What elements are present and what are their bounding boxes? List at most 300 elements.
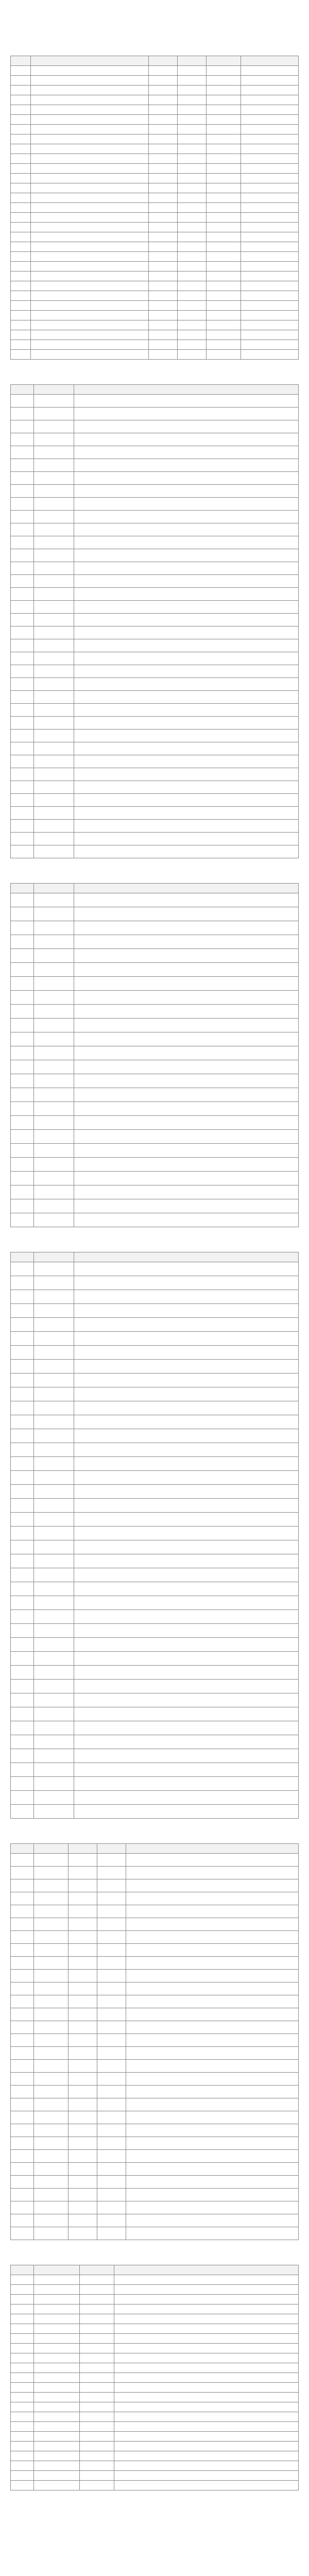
table-cell xyxy=(74,1060,298,1074)
table-row xyxy=(11,1185,299,1199)
table-cell xyxy=(33,2451,79,2461)
table-cell xyxy=(11,1652,34,1666)
table-cell xyxy=(74,1276,298,1290)
table-cell xyxy=(33,1130,74,1144)
table-row xyxy=(11,134,299,144)
table-cell xyxy=(31,320,149,330)
table-cell xyxy=(33,1304,74,1318)
table-cell xyxy=(149,134,178,144)
table-cell xyxy=(11,2124,34,2137)
table-cell xyxy=(178,95,207,105)
table-cell xyxy=(11,433,34,446)
table-cell xyxy=(11,601,34,614)
table-cell xyxy=(33,935,74,949)
table-cell xyxy=(11,717,34,730)
table-row xyxy=(11,76,299,86)
table-cell xyxy=(241,242,299,252)
table-cell xyxy=(33,845,74,858)
table-cell xyxy=(80,2422,114,2432)
table-row xyxy=(11,963,299,977)
table-cell xyxy=(126,1854,298,1867)
table-cell xyxy=(207,95,241,105)
table-cell xyxy=(33,730,74,742)
table-row xyxy=(11,1102,299,1116)
table-cell xyxy=(11,1707,34,1721)
table-cell xyxy=(178,183,207,193)
column-header xyxy=(11,385,34,395)
table-cell xyxy=(126,1970,298,1982)
table-row xyxy=(11,1596,299,1610)
table-cell xyxy=(207,262,241,272)
table-cell xyxy=(114,2295,299,2304)
table-cell xyxy=(207,105,241,115)
table-cell xyxy=(11,1485,34,1499)
table-cell xyxy=(126,2137,298,2150)
table-cell xyxy=(126,2214,298,2227)
table-row xyxy=(11,2176,299,2189)
table-cell xyxy=(33,949,74,963)
table-cell xyxy=(74,1199,298,1213)
table-row xyxy=(11,252,299,262)
table-cell xyxy=(97,2189,126,2201)
table-cell xyxy=(74,1638,298,1652)
table-row xyxy=(11,86,299,95)
table-cell xyxy=(11,1457,34,1471)
table-row xyxy=(11,1276,299,1290)
table-row xyxy=(11,2021,299,2034)
table-row xyxy=(11,498,299,511)
table-row xyxy=(11,1005,299,1019)
table-cell xyxy=(33,2227,68,2240)
column-header xyxy=(68,1844,97,1854)
table-row xyxy=(11,755,299,768)
table-cell xyxy=(11,1554,34,1568)
table-cell xyxy=(207,66,241,76)
table-cell xyxy=(31,105,149,115)
table-cell xyxy=(74,1290,298,1304)
table-cell xyxy=(114,2422,299,2432)
table-cell xyxy=(33,1995,68,2008)
table-cell xyxy=(11,781,34,794)
table-cell xyxy=(74,755,298,768)
table-row xyxy=(11,213,299,223)
table-row xyxy=(11,2422,299,2432)
table-cell xyxy=(80,2451,114,2461)
table-cell xyxy=(11,807,34,820)
table-row xyxy=(11,1374,299,1387)
table-cell xyxy=(97,1879,126,1892)
table-row xyxy=(11,1213,299,1227)
table-cell xyxy=(11,935,34,949)
table-row xyxy=(11,272,299,281)
table-cell xyxy=(74,1721,298,1735)
table-cell xyxy=(207,272,241,281)
table-cell xyxy=(11,1527,34,1540)
table-cell xyxy=(11,134,31,144)
table-row xyxy=(11,2214,299,2227)
table-cell xyxy=(33,523,74,536)
table-cell xyxy=(149,105,178,115)
table-row xyxy=(11,833,299,845)
table-row xyxy=(11,893,299,907)
table-cell xyxy=(33,2353,79,2363)
table-cell xyxy=(97,2098,126,2111)
table-cell xyxy=(11,272,31,281)
table-cell xyxy=(207,193,241,203)
table-cell xyxy=(80,2373,114,2383)
table-cell xyxy=(178,330,207,340)
table-cell xyxy=(33,2060,68,2073)
table-cell xyxy=(33,2461,79,2471)
table-cell xyxy=(126,1867,298,1879)
table-cell xyxy=(33,1088,74,1102)
table-cell xyxy=(80,2353,114,2363)
table-row xyxy=(11,2412,299,2422)
table-cell xyxy=(80,2275,114,2285)
table-cell xyxy=(33,1763,74,1777)
table-cell xyxy=(74,1457,298,1471)
section-4 xyxy=(10,1241,299,1819)
table-cell xyxy=(33,2124,68,2137)
table-cell xyxy=(11,223,31,232)
table-cell xyxy=(207,223,241,232)
table-cell xyxy=(126,1931,298,1944)
table-cell xyxy=(33,1443,74,1457)
table-cell xyxy=(68,2086,97,2098)
table-cell xyxy=(178,232,207,242)
table-cell xyxy=(80,2314,114,2324)
table-cell xyxy=(33,2086,68,2098)
table-cell xyxy=(80,2412,114,2422)
table-row xyxy=(11,262,299,272)
table-cell xyxy=(11,125,31,134)
table-cell xyxy=(178,66,207,76)
table-cell xyxy=(11,614,34,626)
table-cell xyxy=(11,2304,34,2314)
table-cell xyxy=(97,1982,126,1995)
table-cell xyxy=(241,164,299,174)
table-cell xyxy=(68,1931,97,1944)
table-header-row xyxy=(11,385,299,395)
table-row xyxy=(11,1199,299,1213)
table-row xyxy=(11,588,299,601)
table-cell xyxy=(11,1624,34,1638)
data-table xyxy=(10,883,299,1227)
table-cell xyxy=(68,2111,97,2124)
table-cell xyxy=(149,164,178,174)
table-cell xyxy=(241,203,299,213)
table-row xyxy=(11,1144,299,1158)
table-cell xyxy=(11,2481,34,2490)
table-cell xyxy=(97,2227,126,2240)
table-cell xyxy=(97,1867,126,1879)
table-cell xyxy=(74,575,298,588)
table-header-row xyxy=(11,56,299,66)
table-row xyxy=(11,1074,299,1088)
table-cell xyxy=(33,1102,74,1116)
table-cell xyxy=(74,1568,298,1582)
table-row xyxy=(11,717,299,730)
table-row xyxy=(11,511,299,523)
table-cell xyxy=(149,272,178,281)
table-row xyxy=(11,2383,299,2393)
table-row xyxy=(11,1931,299,1944)
table-cell xyxy=(68,1957,97,1970)
table-row xyxy=(11,1638,299,1652)
table-cell xyxy=(74,1360,298,1374)
table-cell xyxy=(74,1763,298,1777)
table-cell xyxy=(114,2304,299,2314)
table-row xyxy=(11,2189,299,2201)
column-header xyxy=(33,2265,79,2275)
table-cell xyxy=(33,2137,68,2150)
table-row xyxy=(11,691,299,704)
table-cell xyxy=(74,562,298,575)
table-cell xyxy=(126,2098,298,2111)
table-cell xyxy=(33,921,74,935)
table-cell xyxy=(74,1805,298,1819)
table-row xyxy=(11,95,299,105)
table-cell xyxy=(11,1805,34,1819)
table-cell xyxy=(11,1471,34,1485)
table-cell xyxy=(11,1680,34,1693)
table-cell xyxy=(97,2086,126,2098)
table-cell xyxy=(178,213,207,223)
table-cell xyxy=(11,893,34,907)
table-cell xyxy=(207,311,241,320)
table-cell xyxy=(11,2363,34,2373)
table-header-row xyxy=(11,2265,299,2275)
table-cell xyxy=(68,2021,97,2034)
table-cell xyxy=(149,203,178,213)
table-cell xyxy=(11,281,31,291)
table-cell xyxy=(178,320,207,330)
table-cell xyxy=(74,678,298,691)
table-cell xyxy=(11,1540,34,1554)
section-3 xyxy=(10,872,299,1227)
table-cell xyxy=(33,704,74,717)
table-row xyxy=(11,1582,299,1596)
table-cell xyxy=(33,1005,74,1019)
table-cell xyxy=(11,1346,34,1360)
table-cell xyxy=(33,446,74,459)
table-cell xyxy=(74,1262,298,1276)
table-cell xyxy=(11,2150,34,2163)
table-row xyxy=(11,2163,299,2176)
table-cell xyxy=(11,2201,34,2214)
table-cell xyxy=(11,320,31,330)
table-cell xyxy=(74,921,298,935)
table-cell xyxy=(178,76,207,86)
table-cell xyxy=(97,1854,126,1867)
table-cell xyxy=(31,291,149,301)
table-cell xyxy=(241,223,299,232)
table-cell xyxy=(33,1019,74,1032)
table-cell xyxy=(126,2201,298,2214)
table-cell xyxy=(11,115,31,125)
column-header xyxy=(114,2265,299,2275)
table-row xyxy=(11,1527,299,1540)
section-heading xyxy=(10,373,299,380)
table-cell xyxy=(74,614,298,626)
column-header xyxy=(149,56,178,66)
table-cell xyxy=(74,963,298,977)
table-row xyxy=(11,1918,299,1931)
table-cell xyxy=(11,1262,34,1276)
table-cell xyxy=(74,1374,298,1387)
table-cell xyxy=(11,154,31,164)
table-row xyxy=(11,1652,299,1666)
table-cell xyxy=(97,2124,126,2137)
table-row xyxy=(11,1032,299,1046)
table-cell xyxy=(74,485,298,498)
table-cell xyxy=(33,1892,68,1905)
table-cell xyxy=(11,2393,34,2402)
table-cell xyxy=(33,1970,68,1982)
table-cell xyxy=(74,1554,298,1568)
table-cell xyxy=(11,420,34,433)
table-row xyxy=(11,1854,299,1867)
table-row xyxy=(11,1360,299,1374)
table-cell xyxy=(74,1693,298,1707)
table-row xyxy=(11,472,299,485)
table-cell xyxy=(74,977,298,991)
table-cell xyxy=(33,1957,68,1970)
table-cell xyxy=(207,154,241,164)
table-cell xyxy=(11,2073,34,2086)
table-cell xyxy=(11,2086,34,2098)
table-cell xyxy=(11,2422,34,2432)
table-cell xyxy=(33,2432,79,2442)
table-cell xyxy=(11,1568,34,1582)
table-cell xyxy=(74,395,298,408)
table-cell xyxy=(11,536,34,549)
table-cell xyxy=(149,154,178,164)
table-cell xyxy=(207,164,241,174)
table-cell xyxy=(74,1213,298,1227)
table-cell xyxy=(33,1805,74,1819)
table-cell xyxy=(11,665,34,678)
table-cell xyxy=(74,1304,298,1318)
table-cell xyxy=(74,639,298,652)
table-cell xyxy=(207,76,241,86)
table-row xyxy=(11,1499,299,1513)
table-cell xyxy=(33,575,74,588)
table-cell xyxy=(33,2275,79,2285)
section-heading xyxy=(10,44,299,52)
column-header xyxy=(11,1252,34,1262)
table-cell xyxy=(31,134,149,144)
table-cell xyxy=(11,2402,34,2412)
table-cell xyxy=(68,2060,97,2073)
table-cell xyxy=(31,154,149,164)
table-row xyxy=(11,1290,299,1304)
table-cell xyxy=(33,1513,74,1527)
table-row xyxy=(11,1879,299,1892)
table-cell xyxy=(33,2034,68,2047)
table-cell xyxy=(178,144,207,154)
table-cell xyxy=(241,291,299,301)
table-cell xyxy=(11,1854,34,1867)
table-cell xyxy=(241,320,299,330)
table-cell xyxy=(97,2034,126,2047)
table-row xyxy=(11,2285,299,2295)
table-cell xyxy=(126,1995,298,2008)
table-row xyxy=(11,1019,299,1032)
table-cell xyxy=(97,1918,126,1931)
table-cell xyxy=(11,1596,34,1610)
table-cell xyxy=(149,174,178,183)
table-cell xyxy=(11,1185,34,1199)
table-cell xyxy=(207,203,241,213)
section-heading xyxy=(10,1241,299,1248)
table-row xyxy=(11,446,299,459)
table-cell xyxy=(74,1387,298,1401)
table-cell xyxy=(33,1318,74,1332)
table-cell xyxy=(74,1032,298,1046)
table-cell xyxy=(97,2111,126,2124)
table-cell xyxy=(33,639,74,652)
table-cell xyxy=(241,281,299,291)
table-cell xyxy=(207,242,241,252)
table-cell xyxy=(74,626,298,639)
table-cell xyxy=(74,1116,298,1130)
table-cell xyxy=(241,183,299,193)
table-cell xyxy=(31,76,149,86)
table-cell xyxy=(241,330,299,340)
table-cell xyxy=(114,2275,299,2285)
table-cell xyxy=(11,2461,34,2471)
table-cell xyxy=(31,272,149,281)
table-cell xyxy=(33,1707,74,1721)
table-cell xyxy=(74,472,298,485)
table-cell xyxy=(68,2176,97,2189)
table-cell xyxy=(80,2295,114,2304)
table-cell xyxy=(126,2111,298,2124)
table-cell xyxy=(178,262,207,272)
table-cell xyxy=(11,1499,34,1513)
table-cell xyxy=(97,2021,126,2034)
table-cell xyxy=(68,1970,97,1982)
table-cell xyxy=(178,154,207,164)
table-cell xyxy=(33,485,74,498)
table-cell xyxy=(74,523,298,536)
table-row xyxy=(11,2086,299,2098)
table-cell xyxy=(149,252,178,262)
table-row xyxy=(11,1905,299,1918)
table-cell xyxy=(31,86,149,95)
table-cell xyxy=(33,2363,79,2373)
column-header xyxy=(241,56,299,66)
table-cell xyxy=(33,2412,79,2422)
table-cell xyxy=(241,115,299,125)
table-row xyxy=(11,639,299,652)
table-cell xyxy=(114,2442,299,2451)
table-cell xyxy=(80,2304,114,2314)
table-cell xyxy=(11,2060,34,2073)
table-cell xyxy=(97,1957,126,1970)
table-cell xyxy=(149,291,178,301)
table-cell xyxy=(33,1931,68,1944)
table-cell xyxy=(33,1172,74,1185)
table-cell xyxy=(207,86,241,95)
table-cell xyxy=(74,935,298,949)
table-cell xyxy=(11,144,31,154)
table-cell xyxy=(11,1777,34,1791)
table-cell xyxy=(114,2383,299,2393)
table-cell xyxy=(33,395,74,408)
table-row xyxy=(11,154,299,164)
